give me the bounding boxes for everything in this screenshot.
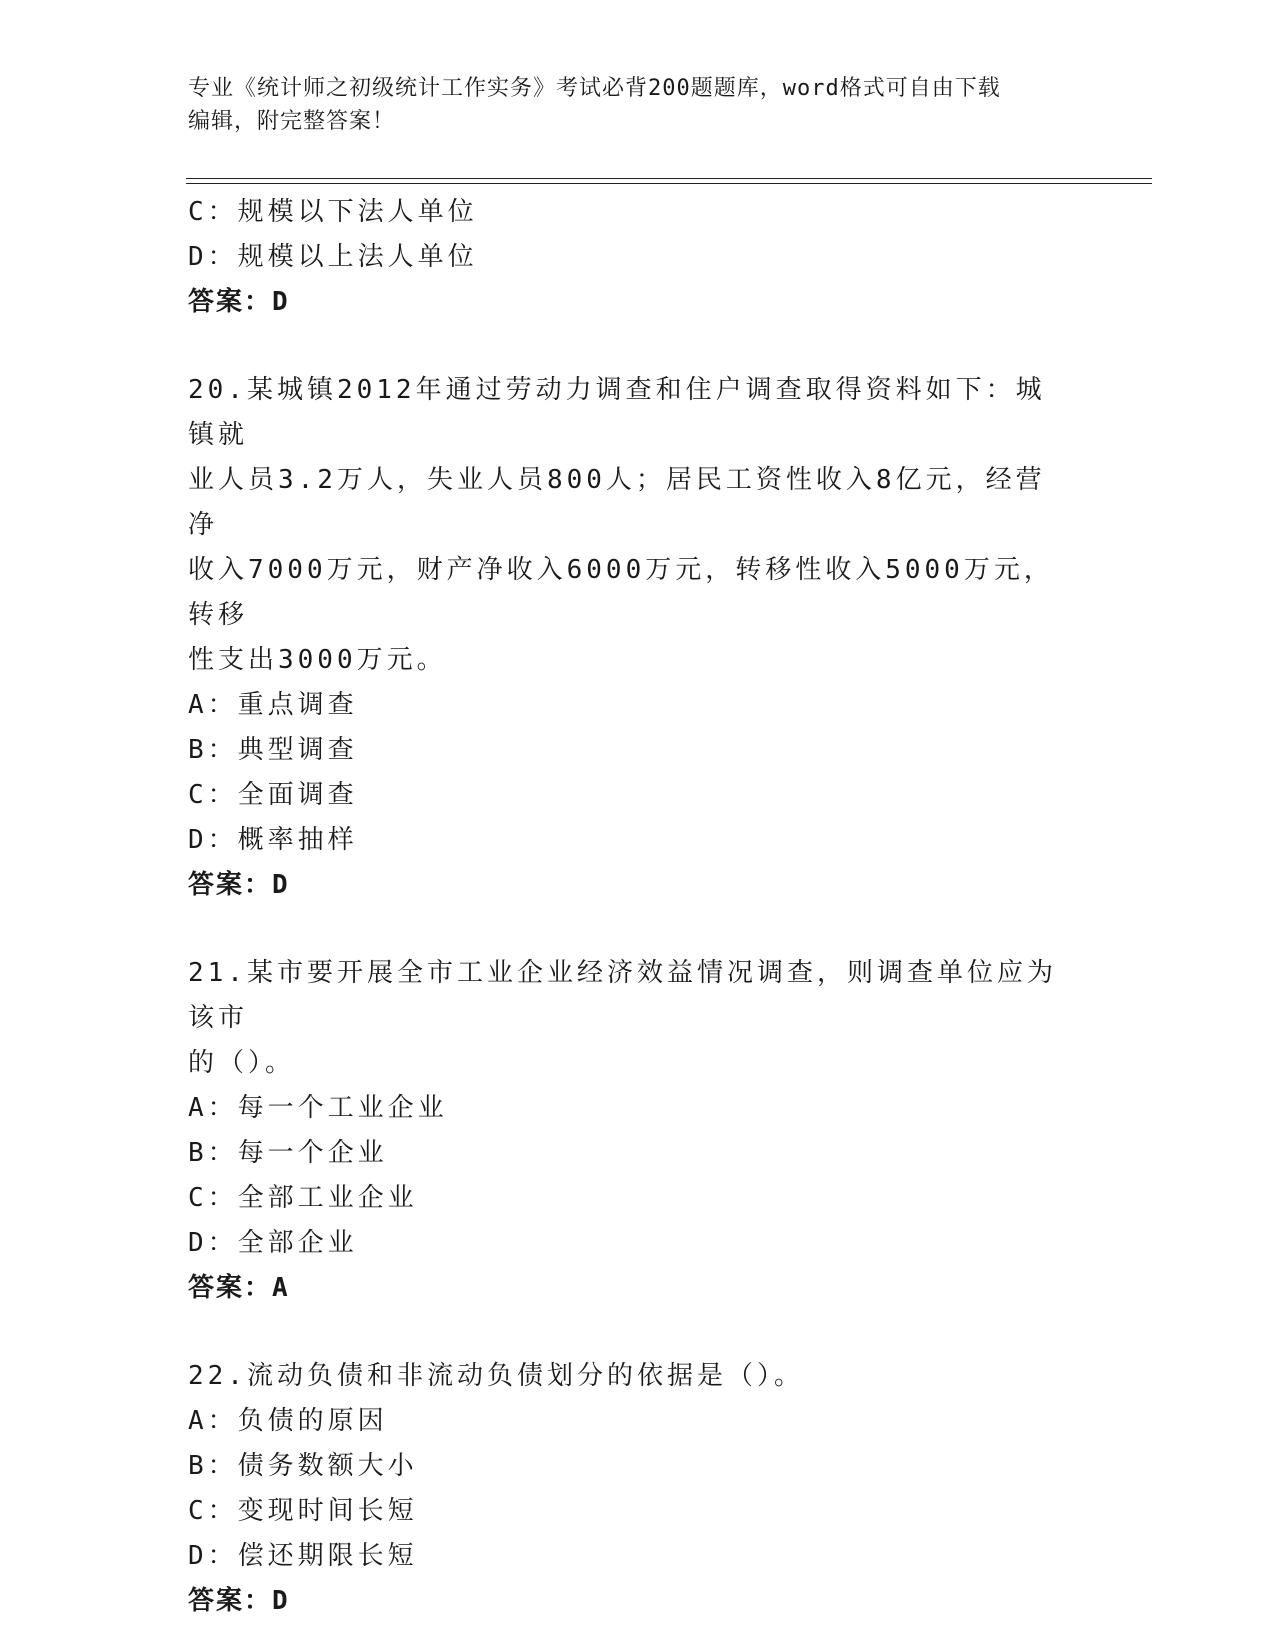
option-b: B：典型调查 xyxy=(188,735,358,765)
answer: 答案：A xyxy=(188,1273,290,1303)
question-stem: 收入7000万元，财产净收入6000万元，转移性收入5000万元，转移 xyxy=(188,555,1054,630)
header-line-1: 专业《统计师之初级统计工作实务》考试必背200题题库，word格式可自由下载 xyxy=(188,76,1001,101)
answer: 答案：D xyxy=(188,287,290,317)
header-divider-top xyxy=(186,178,1152,179)
option-c: C：全部工业企业 xyxy=(188,1183,418,1213)
question-20 xyxy=(188,368,1088,908)
question-stem: 性支出3000万元。 xyxy=(188,645,447,675)
question-stem: 20.某城镇2012年通过劳动力调查和住户调查取得资料如下：城镇就 xyxy=(188,375,1046,450)
option-d: D：规模以上法人单位 xyxy=(188,242,478,272)
question-22 xyxy=(188,1354,1088,1624)
question-stem: 22.流动负债和非流动负债划分的依据是（）。 xyxy=(188,1361,804,1391)
question-stem: 业人员3.2万人，失业人员800人；居民工资性收入8亿元，经营净 xyxy=(188,465,1046,540)
option-a: A：每一个工业企业 xyxy=(188,1093,448,1123)
document-header xyxy=(188,72,1068,138)
option-d: D：概率抽样 xyxy=(188,825,358,855)
question-21 xyxy=(188,951,1088,1311)
option-b: B：每一个企业 xyxy=(188,1138,388,1168)
answer: 答案：D xyxy=(188,1586,290,1616)
question-stem: 的（）。 xyxy=(188,1048,296,1078)
option-d: D：全部企业 xyxy=(188,1228,358,1258)
question-19-continued xyxy=(188,190,1088,325)
option-d: D：偿还期限长短 xyxy=(188,1541,418,1571)
option-c: C：规模以下法人单位 xyxy=(188,197,478,227)
option-c: C：变现时间长短 xyxy=(188,1496,418,1526)
question-stem: 21.某市要开展全市工业企业经济效益情况调查，则调查单位应为该市 xyxy=(188,958,1057,1033)
option-a: A：负债的原因 xyxy=(188,1406,388,1436)
answer: 答案：D xyxy=(188,870,290,900)
option-a: A：重点调查 xyxy=(188,690,358,720)
header-line-2: 编辑，附完整答案！ xyxy=(188,109,396,134)
option-c: C：全面调查 xyxy=(188,780,358,810)
question-list xyxy=(188,190,1088,1624)
header-divider-bottom xyxy=(186,183,1152,184)
option-b: B：债务数额大小 xyxy=(188,1451,418,1481)
